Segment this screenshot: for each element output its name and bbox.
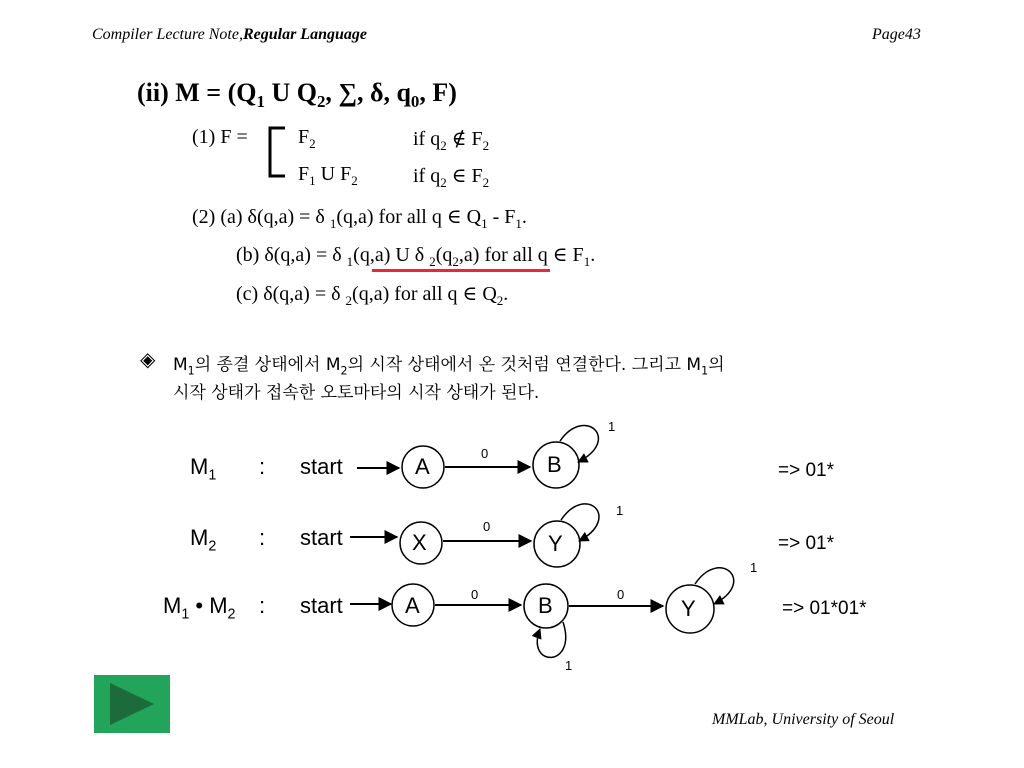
m1-diagram: [357, 425, 598, 488]
m2-label: $M_2$: [190, 525, 217, 555]
footer-credit: MMLab, University of Seoul: [712, 711, 895, 728]
m1-state-b-label: B: [547, 452, 562, 477]
m1-edge-label: 0: [481, 446, 489, 461]
m1m2-start-label: start: [300, 593, 343, 618]
m1m2-edge1-label: 0: [471, 587, 479, 602]
m1m2-loop-y-label: 1: [750, 560, 758, 575]
next-slide-button[interactable]: [94, 675, 170, 733]
m2-state-y-label: Y: [548, 531, 563, 556]
header-course: Compiler Lecture Note,: [92, 26, 243, 43]
rule1-case2-condition: if $q_2$ ∈ $F_2$: [413, 165, 490, 190]
rule2c: (c) δ(q,a) = δ $_2$(q,a) for all q ∈ $Q_2$.: [236, 283, 509, 308]
m1m2-state-y-label: Y: [681, 596, 696, 621]
m1m2-state-b-label: B: [538, 593, 553, 618]
slide-title: (ii) $M = (Q_1$ U $Q_2$, ∑, δ, $q_0$, F): [137, 78, 457, 112]
m1m2-label: $M_1$ • $M_2$: [163, 593, 236, 623]
m1-start-label: start: [300, 454, 343, 479]
rule1-case1-condition: if $q_2$ ∉ $F_2$: [413, 128, 490, 153]
m2-colon: :: [259, 525, 266, 550]
m1m2-loop-b-label: 1: [565, 658, 573, 673]
m2-state-x-label: X: [412, 530, 427, 555]
m2-start-label: start: [300, 525, 343, 550]
m1m2-result: => 01*01*: [782, 598, 867, 619]
header-topic: Regular Language: [242, 26, 367, 43]
rule2b: (b) δ(q,a) = δ $_1$(q,a) U δ $_2(q_2,a)$ for all q ∈ $F_1$.: [236, 244, 596, 269]
rule1-case2-value: $F_1$ U $F_2$: [298, 163, 358, 188]
rule1-lead: (1) F =: [192, 126, 248, 148]
m2-result: => 01*: [778, 533, 834, 554]
m1m2-edge2-label: 0: [617, 587, 625, 602]
bullet-icon: ◈: [140, 349, 156, 371]
play-arrow-icon: [94, 675, 170, 733]
rule1-case1-value: $F_2$: [298, 126, 316, 151]
page-number: Page43: [872, 26, 921, 43]
m1-label: $M_1$: [190, 454, 217, 484]
m1-state-a-label: A: [415, 454, 430, 479]
m1m2-colon: :: [259, 593, 266, 618]
note-line2: 시작 상태가 접속한 오토마타의 시작 상태가 된다.: [173, 383, 540, 403]
rule2a: (2) (a) δ(q,a) = δ $_1$(q,a) for all q ∈ $Q_1 - F_1$.: [192, 206, 527, 231]
m1m2-state-a-label: A: [405, 593, 420, 618]
note-line1: $M_1$의 종결 상태에서 $M_2$의 시작 상태에서 온 것처럼 연결한다. 그리고 $M_1$의: [173, 355, 725, 378]
m1-loop-label: 1: [608, 419, 616, 434]
m1-colon: :: [259, 454, 266, 479]
m2-edge-label: 0: [483, 519, 491, 534]
m1-result: => 01*: [778, 460, 834, 481]
m2-loop-label: 1: [616, 503, 624, 518]
